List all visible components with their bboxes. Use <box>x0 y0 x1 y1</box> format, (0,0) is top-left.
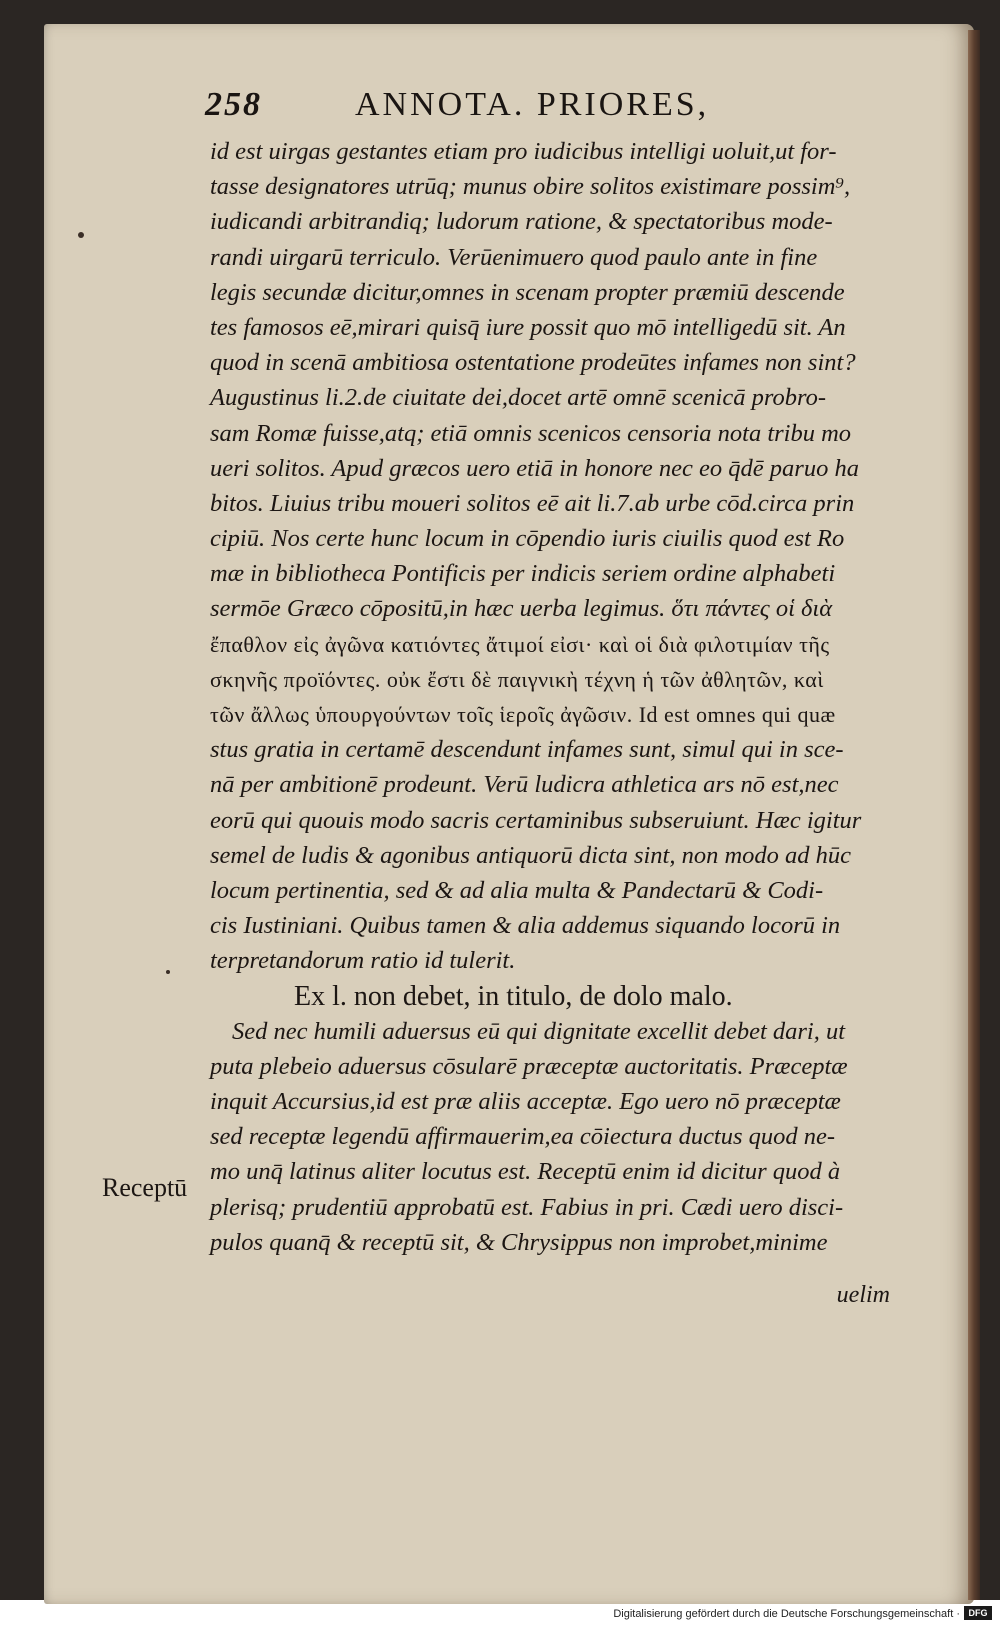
text-line: Augustinus li.2.de ciuitate dei,docet artē omnē scenicā probro- <box>210 384 827 412</box>
text-line: Sed nec humili aduersus eū qui dignitate excellit debet dari, ut <box>232 1017 846 1045</box>
text-line: eorū qui quouis modo sacris certaminibus subseruiunt. Hæc igitur <box>210 806 862 834</box>
footer-credit: Digitalisierung gefördert durch die Deutsche Forschungsgemeinschaft · <box>613 1608 960 1620</box>
text-line: sam Romæ fuisse,atq; etiā omnis scenicos censoria nota tribu mo <box>210 419 852 447</box>
text-line: ἔπαθλον εἰς ἀγῶνα κατιόντες ἄτιμοί εἰσι· καὶ οἱ διὰ φιλοτιμίαν τῆς <box>210 631 830 657</box>
text-line: nā per ambitionē prodeunt. Verū ludicra athletica ars nō est,nec <box>210 771 839 799</box>
text-line: locum pertinentia, sed & ad alia multa & Pandectarū & Codi- <box>210 876 824 904</box>
text-line: mo unq̄ latinus aliter locutus est. Receptū enim id dicitur quod à <box>210 1158 841 1186</box>
text-line: semel de ludis & agonibus antiquorū dicta sint, non modo ad hūc <box>210 841 852 869</box>
text-line: terpretandorum ratio id tulerit. <box>210 947 516 975</box>
text-line: cipiū. Nos certe hunc locum in cōpendio iuris ciuilis quod est Ro <box>210 525 845 553</box>
text-line: mæ in bibliotheca Pontificis per indicis seriem ordine alphabeti <box>210 560 836 588</box>
text-line: quod in scenā ambitiosa ostentatione prodeūtes infames non sint? <box>210 349 856 377</box>
text-line: cis Iustiniani. Quibus tamen & alia addemus siquando locorū in <box>210 912 841 940</box>
text-line: sed receptæ legendū affirmauerim,ea cōiectura ductus quod ne- <box>210 1123 836 1151</box>
text-line: plerisq; prudentiū approbatū est. Fabius in pri. Cædi uero disci- <box>210 1193 844 1221</box>
text-line: id est uirgas gestantes etiam pro iudicibus intelligi uoluit,ut for- <box>210 138 837 165</box>
page-edge <box>968 30 980 1600</box>
text-line: pulos quanq̄ & receptū sit, & Chrysippus non improbet,minime <box>210 1228 828 1256</box>
text-line: bitos. Liuius tribu moueri solitos eē ait li.7.ab urbe cōd.circa prin <box>210 489 855 517</box>
margin-mark <box>166 970 170 974</box>
body-text <box>210 134 900 1260</box>
text-line: sermōe Græco cōpositū,in hæc uerba legimus. ὅτι πάντες οἱ διὰ <box>210 595 833 623</box>
running-title: ANNOTA. PRIORES, <box>355 86 710 123</box>
dfg-logo: DFG <box>964 1606 992 1620</box>
text-line: puta plebeio aduersus cōsularē præceptæ auctoritatis. Præceptæ <box>210 1052 848 1080</box>
text-line: σκηνῆς προϊόντες. οὐκ ἔστι δὲ παιγνικὴ τέχνη ἡ τῶν ἀθλητῶν, καὶ <box>210 666 824 692</box>
text-line: ueri solitos. Apud græcos uero etiā in honore nec eo q̄dē paruo ha <box>210 454 859 482</box>
margin-note: Receptū <box>102 1173 188 1202</box>
text-line: τῶν ἄλλως ὑπουργούντων τοῖς ἱεροῖς ἀγῶσιν. Id est omnes qui quæ <box>210 702 836 727</box>
page-header <box>205 86 905 130</box>
text-line: legis secundæ dicitur,omnes in scenam propter præmiū descende <box>210 278 845 306</box>
page-number: 258 <box>205 86 262 123</box>
catchword: uelim <box>836 1282 890 1308</box>
text-line: stus gratia in certamē descendunt infames sunt, simul qui in sce- <box>210 736 844 764</box>
text-line: inquit Accursius,id est præ aliis acceptæ. Ego uero nō præceptæ <box>210 1088 841 1116</box>
section-heading: Ex l. non debet, in titulo, de dolo malo. <box>294 980 733 1012</box>
margin-mark <box>78 232 84 238</box>
text-line: tes famosos eē,mirari quisq̄ iure possit quo mō intelligedū sit. An <box>210 313 846 341</box>
text-line: tasse designatores utrūq; munus obire solitos existimare possim⁹, <box>210 173 851 201</box>
text-line: randi uirgarū terriculo. Verūenimuero quod paulo ante in fine <box>210 243 818 271</box>
text-line: iudicandi arbitrandiq; ludorum ratione, & spectatoribus mode- <box>210 208 833 236</box>
